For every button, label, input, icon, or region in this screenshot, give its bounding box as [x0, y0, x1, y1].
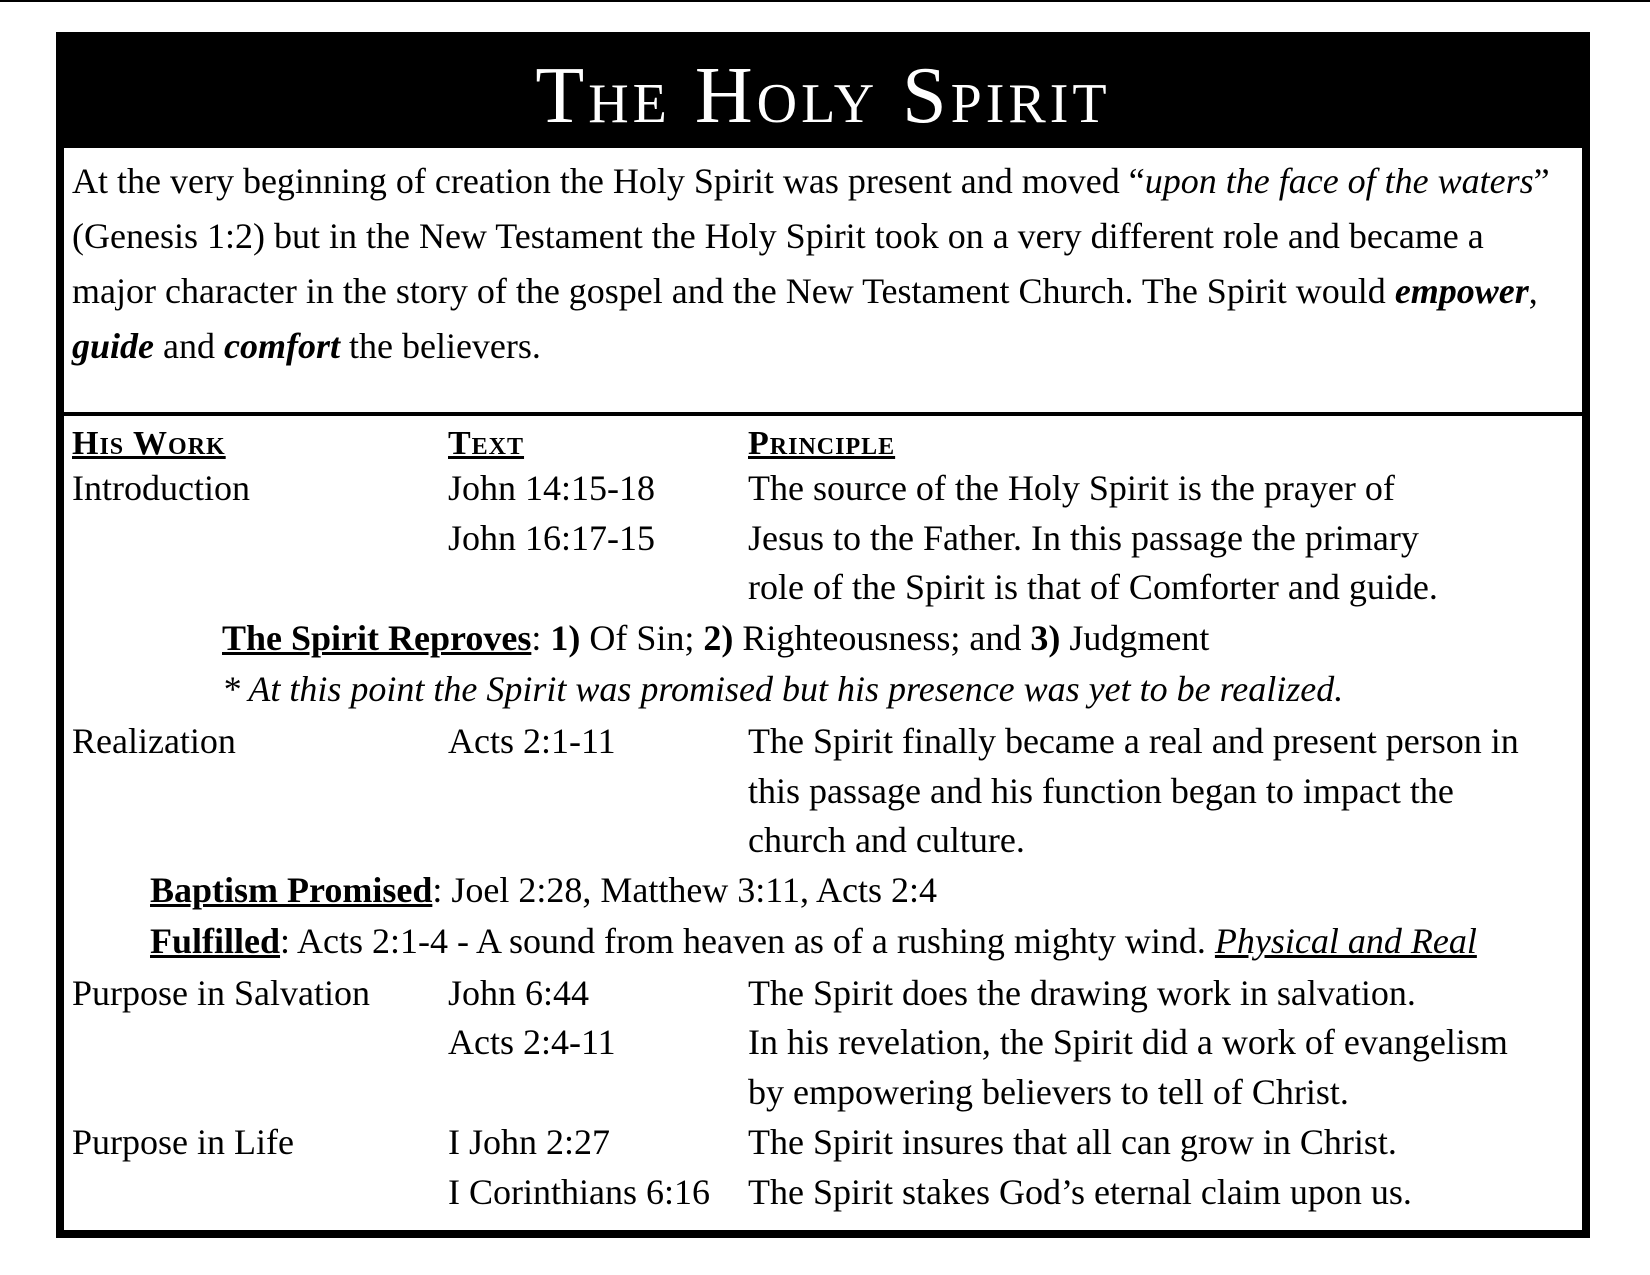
text-ref: Acts 2:1-11	[448, 721, 616, 761]
page-title: The Holy Spirit	[535, 51, 1111, 140]
text-ref: I Corinthians 6:16	[448, 1172, 710, 1212]
baptism-refs: : Joel 2:28, Matthew 3:11, Acts 2:4	[432, 870, 937, 910]
table-row	[72, 462, 1574, 514]
principle-line: Jesus to the Father. In this passage the primary	[748, 518, 1419, 558]
work-realization: Realization	[72, 721, 236, 761]
principle-line: church and culture.	[748, 820, 1025, 860]
text-ref: I John 2:27	[448, 1122, 610, 1162]
fulfilled-label: Fulfilled	[150, 921, 281, 961]
intro-text-2: ” (Genesis 1:2) but in the New Testament the Holy Spirit took on a very different role and became a major character in the story of the gospel and the New Testament Church. The Spirit would	[72, 161, 1550, 311]
table-row	[72, 967, 1574, 1019]
header-his-work: His Work	[72, 425, 226, 462]
principle-line: The Spirit finally became a real and present person in	[748, 721, 1519, 761]
intro-quote: upon the face of the waters	[1144, 161, 1534, 201]
work-table	[72, 418, 1574, 1230]
text-ref: John 16:17-15	[448, 518, 655, 558]
reproves-item-1: Of Sin;	[580, 618, 704, 658]
intro-word-guide: guide	[72, 326, 155, 366]
principle-line: The Spirit insures that all can grow in Christ.	[748, 1122, 1397, 1162]
work-salvation: Purpose in Salvation	[72, 973, 370, 1013]
fulfilled-line	[72, 915, 1574, 967]
table-row	[72, 512, 1574, 564]
header-text: Text	[448, 425, 525, 462]
intro-paragraph	[64, 148, 1582, 416]
reproves-label: The Spirit Reproves	[222, 618, 532, 658]
promise-note: * At this point the Spirit was promised but his presence was yet to be realized.	[222, 669, 1344, 709]
table-row	[72, 1066, 1574, 1118]
work-introduction: Introduction	[72, 468, 250, 508]
fulfilled-emphasis: Physical and Real	[1214, 921, 1477, 961]
table-row	[72, 1016, 1574, 1068]
work-life: Purpose in Life	[72, 1122, 294, 1162]
header-principle: Principle	[748, 425, 896, 462]
text-ref: Acts 2:4-11	[448, 1022, 616, 1062]
intro-text-1: At the very beginning of creation the Holy Spirit was present and moved “	[72, 161, 1145, 201]
baptism-label: Baptism Promised	[150, 870, 433, 910]
text-ref: John 14:15-18	[448, 468, 655, 508]
table-row	[72, 561, 1574, 613]
reproves-num-1: 1)	[550, 618, 581, 658]
principle-line: The Spirit stakes God’s eternal claim upon us.	[748, 1172, 1412, 1212]
reproves-item-2: Righteousness; and	[733, 618, 1031, 658]
baptism-content	[150, 864, 937, 916]
intro-sep-1: ,	[1528, 271, 1538, 311]
table-row	[72, 715, 1574, 767]
text-ref: John 6:44	[448, 973, 590, 1013]
intro-word-empower: empower	[1394, 271, 1529, 311]
reproves-item-3: Judgment	[1060, 618, 1210, 658]
table-row	[72, 765, 1574, 817]
principle-line: The Spirit does the drawing work in salvation.	[748, 973, 1416, 1013]
reproves-num-2: 2)	[703, 618, 734, 658]
intro-word-comfort: comfort	[224, 326, 340, 366]
note-line	[72, 663, 1574, 715]
reproves-colon: :	[531, 618, 551, 658]
principle-line: In his revelation, the Spirit did a work of evangelism	[748, 1022, 1508, 1062]
principle-line: by empowering believers to tell of Christ.	[748, 1072, 1349, 1112]
table-row	[72, 1166, 1574, 1218]
fulfilled-text: : Acts 2:1-4 - A sound from heaven as of a rushing mighty wind.	[280, 921, 1215, 961]
reproves-content	[222, 612, 1209, 664]
title-bar	[64, 40, 1582, 148]
fulfilled-content	[150, 915, 1477, 967]
top-rule	[0, 0, 1650, 2]
table-row	[72, 814, 1574, 866]
reproves-num-3: 3)	[1030, 618, 1061, 658]
baptism-line	[72, 864, 1574, 916]
intro-sep-2: and	[154, 326, 224, 366]
reproves-line	[72, 612, 1574, 664]
principle-line: this passage and his function began to impact the	[748, 771, 1454, 811]
principle-line: role of the Spirit is that of Comforter and guide.	[748, 567, 1438, 607]
handout-frame	[56, 32, 1590, 1238]
principle-line: The source of the Holy Spirit is the prayer of	[748, 468, 1395, 508]
table-row	[72, 1116, 1574, 1168]
intro-text-3: the believers.	[339, 326, 541, 366]
